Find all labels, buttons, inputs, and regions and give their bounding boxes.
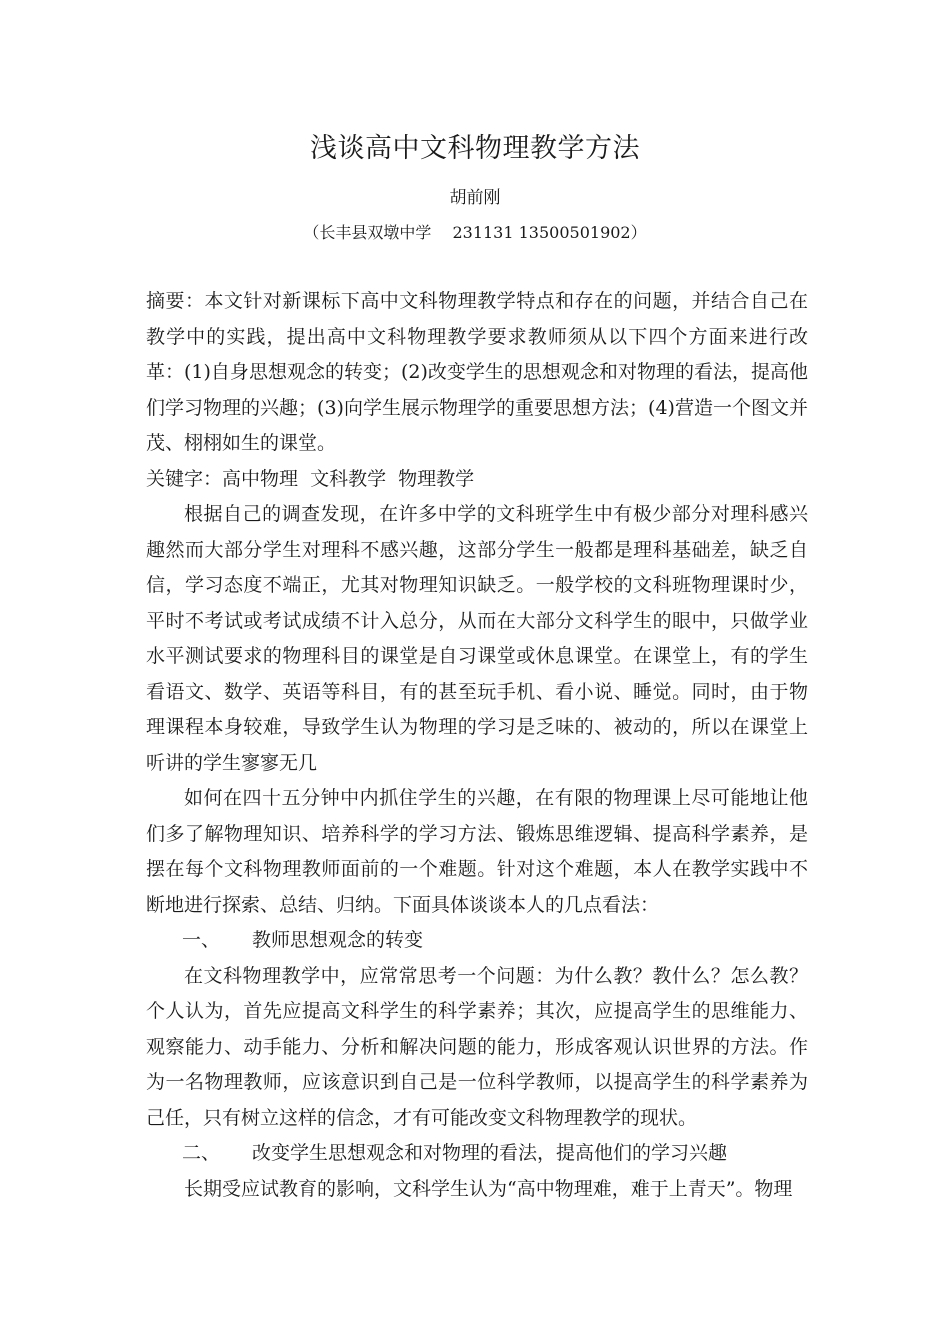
author-affiliation: （长丰县双墩中学 231131 13500501902） [303, 223, 647, 242]
keywords-text: 高中物理 文科教学 物理教学 [222, 467, 475, 490]
keywords [146, 462, 808, 498]
section-2-title: 改变学生思想观念和对物理的看法，提高他们的学习兴趣 [252, 1142, 728, 1164]
section-2-paragraph: 长期受应试教育的影响，文科学生认为“高中物理难，难于上青天”。物理 [184, 1177, 793, 1200]
abstract-text: 本文针对新课标下高中文科物理教学特点和存在的问题，并结合自己在教学中的实践，提出高中文科物理教学要求教师须从以下四个方面来进行改革：(1)自身思想观念的转变；(2)改变学生的思想观念和对物理的看法，提高他们学习物理的兴趣；(3)向学生展示物理学的重要思想方法；(4)营造一个图文并茂、栩栩如生的课堂。 [146, 290, 808, 454]
body-paragraph-2: 如何在四十五分钟中内抓住学生的兴趣，在有限的物理课上尽可能地让他们多了解物理知识、培养科学的学习方法、锻炼思维逻辑、提高科学素养，是摆在每个文科物理教师面前的一个难题。针对这个难题，本人在教学实践中不断地进行探索、总结、归纳。下面具体谈谈本人的几点看法： [146, 787, 808, 916]
section-1-number: 一、 [182, 929, 221, 951]
section-2-heading [146, 1136, 808, 1172]
document-body [146, 284, 808, 1207]
section-2-number: 二、 [182, 1142, 221, 1164]
abstract [146, 284, 808, 462]
abstract-label: 摘要： [146, 290, 205, 312]
keywords-label: 关键字： [146, 467, 223, 490]
section-1-title: 教师思想观念的转变 [252, 929, 424, 951]
author-name: 胡前刚 [449, 188, 501, 208]
section-1-heading [146, 923, 808, 959]
section-1-paragraph: 在文科物理教学中，应常常思考一个问题：为什么教？教什么？怎么教？个人认为，首先应提高文科学生的科学素养；其次，应提高学生的思维能力、观察能力、动手能力、分析和解决问题的能力，形成客观认识世界的方法。作为一名物理教师，应该意识到自己是一位科学教师，以提高学生的科学素养为己任，只有树立这样的信念，才有可能改变文科物理教学的现状。 [146, 964, 808, 1129]
document-title: 浅谈高中文科物理教学方法 [310, 133, 640, 164]
body-paragraph-1: 根据自己的调查发现，在许多中学的文科班学生中有极少部分对理科感兴趣然而大部分学生对理科不感兴趣，这部分学生一般都是理科基础差，缺乏自信，学习态度不端正，尤其对物理知识缺乏。一般学校的文科班物理课时少，平时不考试或考试成绩不计入总分，从而在大部分文科学生的眼中，只做学业水平测试要求的物理科目的课堂是自习课堂或休息课堂。在课堂上，有的学生看语文、数学、英语等科目，有的甚至玩手机、看小说、睡觉。同时，由于物理课程本身较难，导致学生认为物理的学习是乏味的、被动的，所以在课堂上听讲的学生寥寥无几 [146, 503, 808, 774]
